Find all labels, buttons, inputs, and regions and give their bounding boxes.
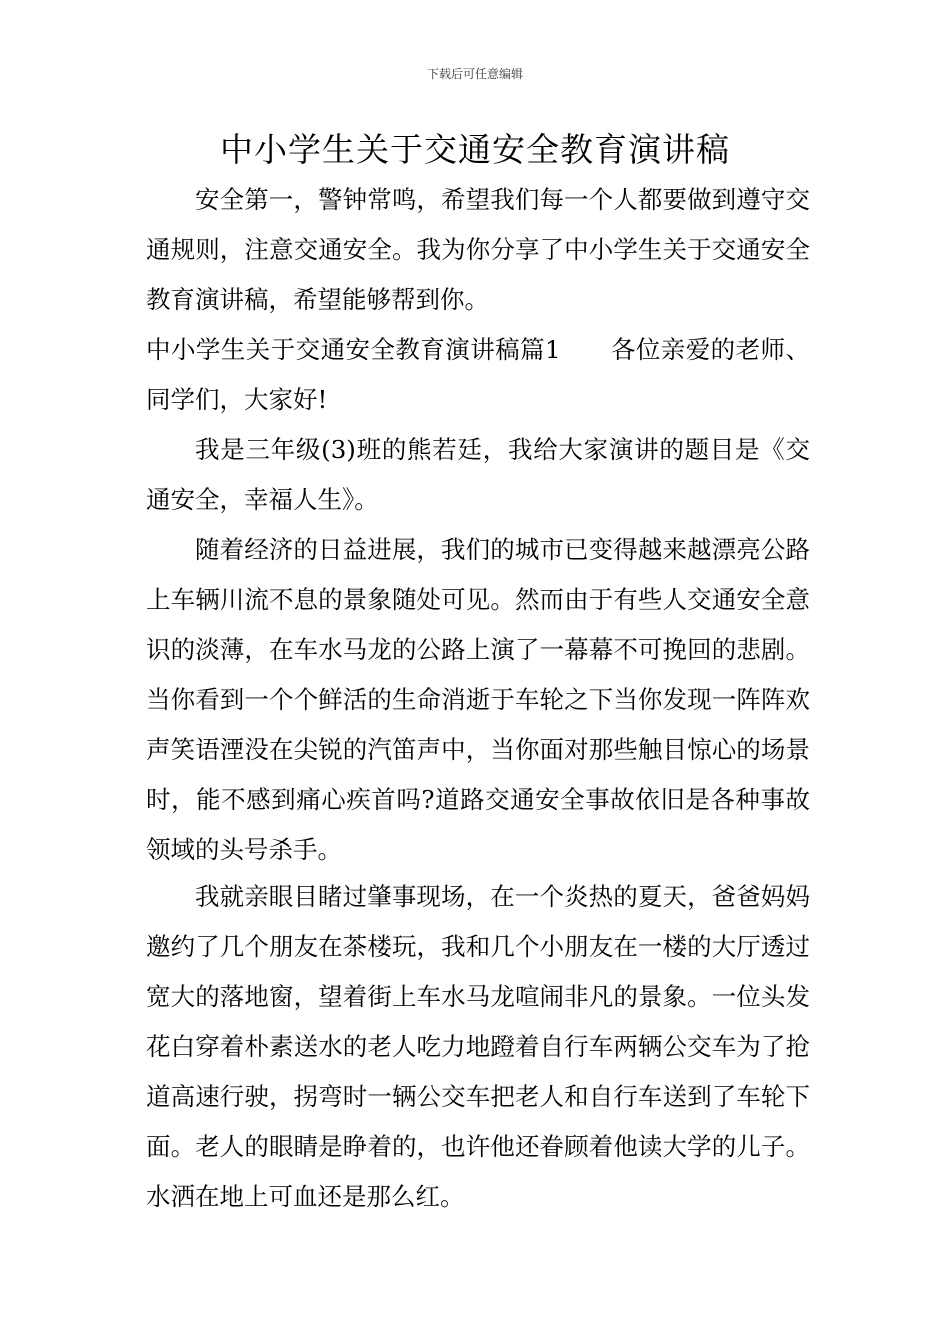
paragraph-section-heading	[146, 325, 810, 425]
paragraph-story	[146, 872, 810, 1222]
paragraph-text: 安全第一，警钟常鸣，希望我们每一个人都要做到遵守交通规则，注意交通安全。我为你分享了中小学生关于交通安全教育演讲稿，希望能够帮到你。	[146, 185, 810, 314]
paragraph-text: 我就亲眼目睹过肇事现场，在一个炎热的夏天，爸爸妈妈邀约了几个朋友在茶楼玩，我和几个小朋友在一楼的大厅透过宽大的落地窗，望着街上车水马龙喧闹非凡的景象。一位头发花白穿着朴素送水的老人吃力地蹬着自行车两辆公交车为了抢道高速行驶，拐弯时一辆公交车把老人和自行车送到了车轮下面。老人的眼睛是睁着的，也许他还眷顾着他读大学的儿子。水洒在地上可血还是那么红。	[146, 882, 810, 1211]
header-note: 下载后可任意编辑	[426, 67, 523, 81]
paragraph-speaker	[146, 425, 810, 525]
paragraph-text: 中小学生关于交通安全教育演讲稿篇1 各位亲爱的老师、同学们，大家好!	[146, 335, 810, 414]
paragraph-context	[146, 525, 810, 875]
paragraph-text: 随着经济的日益进展，我们的城市已变得越来越漂亮公路上车辆川流不息的景象随处可见。然而由于有些人交通安全意识的淡薄，在车水马龙的公路上演了一幕幕不可挽回的悲剧。当你看到一个个鲜活的生命消逝于车轮之下当你发现一阵阵欢声笑语湮没在尖锐的汽笛声中，当你面对那些触目惊心的场景时，能不感到痛心疾首吗?道路交通安全事故依旧是各种事故领域的头号杀手。	[146, 535, 810, 864]
document-title: 中小学生关于交通安全教育演讲稿	[220, 130, 730, 169]
paragraph-intro	[146, 175, 810, 325]
paragraph-text: 我是三年级(3)班的熊若廷，我给大家演讲的题目是《交通安全，幸福人生》。	[146, 435, 810, 514]
